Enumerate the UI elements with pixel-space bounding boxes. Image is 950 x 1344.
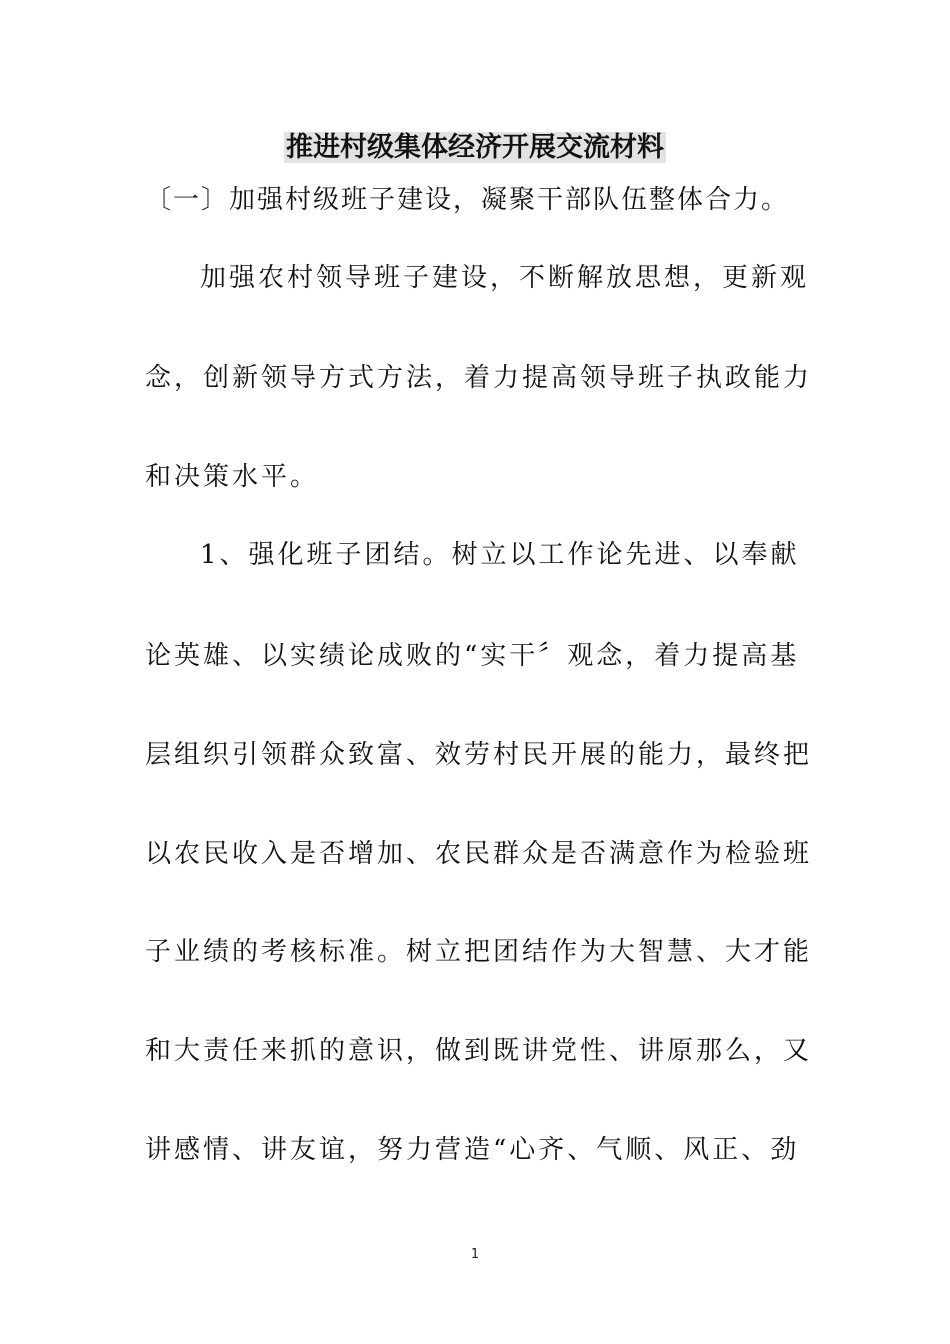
paragraph-line: 以农民收入是否增加、农民群众是否满意作为检验班 [145,839,813,869]
paragraph-line: 念，创新领导方式方法，着力提高领导班子执政能力 [145,363,813,393]
paragraph-line: 加强农村领导班子建设，不断解放思想，更新观 [200,263,810,293]
paragraph-line: 1、强化班子团结。树立以工作论先进、以奉献 [200,540,800,570]
paragraph-line: 讲感情、讲友谊，努力营造“心齐、气顺、风正、劲 [145,1135,800,1165]
section-heading: 〔一〕加强村级班子建设，凝聚干部队伍整体合力。 [145,185,790,215]
page-number: 1 [470,1247,480,1262]
document-title [0,128,950,168]
paragraph-line: 论英雄、以实绩论成败的“实干〞观念，着力提高基 [145,641,800,671]
paragraph-line: 和大责任来抓的意识，做到既讲党性、讲原那么，又 [145,1036,813,1066]
document-title-text: 推进村级集体经济开展交流材料 [286,132,664,163]
paragraph-line: 层组织引领群众致富、效劳村民开展的能力，最终把 [145,740,813,770]
paragraph-line: 子业绩的考核标准。树立把团结作为大智慧、大才能 [145,937,813,967]
paragraph-line: 和决策水平。 [145,462,320,492]
